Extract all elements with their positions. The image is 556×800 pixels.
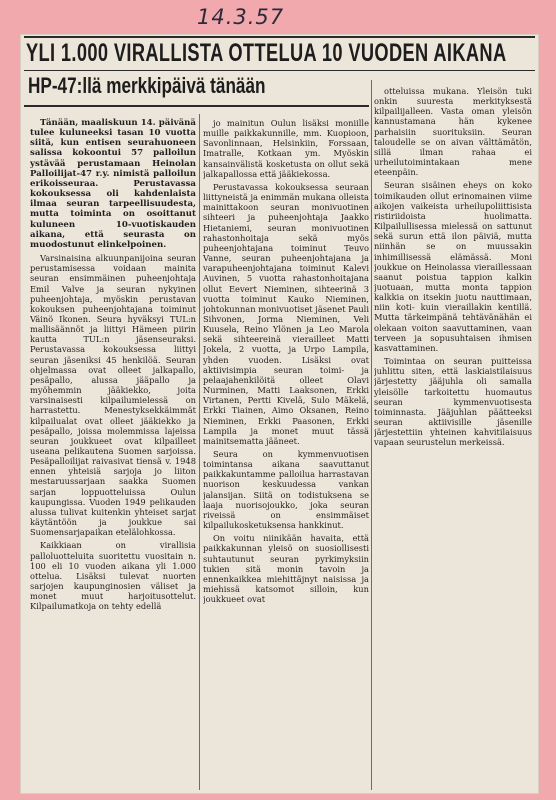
column-separator	[371, 80, 372, 790]
article-headline: YLI 1.000 VIRALLISTA OTTELUA 10 VUODEN AIKANA	[26, 39, 507, 67]
handwritten-date: 14.3.57	[197, 5, 285, 29]
article-paragraph: Varsinaisina alkuunpanijoina seuran perustamisessa voidaan mainita seuran ensimmäinen puheenjohtaja Emil Valve ja seuran nykyinen puheenjohtaja, myöskin perustavan kokouksen puheenjohtajana toiminut Väinö Ikonen. Seura hyväksyi TUL:n mallisäännöt ja liittyi Hämeen piirin kautta TUL:n jäsenseuraksi. Perustavassa kokouksessa liittyi seuran jäseniksi 45 henkilöä. Seuran ohjelmassa ovat olleet jalkapallo, pesäpallo, alussa jääpallo ja myöhemmin jääkiekko, joita varsinaisesti kilpailumielessä on harrastettu. Menestyksekkäimmät kilpailualat ovat olleet jääkiekko ja pesäpallo, joissa molemmissa lajeissa seuran joukkueet ovat kilpailleet useana pelikautena Suomen sarjoissa. Pesäpalloilijat raivasivat tiensä v. 1948 ennen yhteisiä sarjoja jo liiton mestaruussarjaan saakka Suomen sarjan loppuotteluissa Oulun kaupungissa. Vuoden 1949 pelikauden alussa tulivat kuitenkin yhteiset sarjat käytäntöön ja joukkue sai Suomensarjapaikan etelälohkossa.	[30, 253, 196, 538]
article-column-1	[30, 118, 196, 790]
article-paragraph: Seuran sisäinen eheys on koko toimikauden ollut erinomainen viime aikojen vaikeista urheilupoliittisista ristiriidoista huolimatta. Kilpailullisessa mielessä on sattunut sekä surun että ilon päiviä, mutta niinhän se on muussakin inhimillisessä elämässä. Moni joukkue on Heinolassa vieraillessaan saanut poistua tappion kalkin juotuaan, mutta monta tappion kalkkia on itsekin juotu nauttimaan, niin koti- kuin vieraillakin kentillä. Mutta tärkeimpänä tehtävänähän ei olekaan voiton saavuttaminen, vaan terveen ja sopusuhtaisen ihmisen kasvattaminen.	[374, 180, 532, 353]
article-paragraph: Tänään, maaliskuun 14. päivänä tulee kuluneeksi tasan 10 vuotta siitä, kun entisen seurahuoneen salissa kokoontui 57 palloilun ystävää perustamaan Heinolan Palloilijat-47 r.y. nimistä palloilun erikoisseuraa. Perustavassa kokouksessa oli kahdenlaista ilmaa seuran tarpeellisuudesta, mutta toiminta on osoittanut kuluneen 10-vuotiskauden aikana, että seurasta on muodostunut elinkelpoinen.	[30, 118, 196, 250]
subheadline-rule	[24, 105, 369, 107]
headline-bottom-rule	[24, 70, 535, 71]
article-column-2	[203, 118, 369, 790]
newspaper-clipping	[20, 34, 539, 794]
article-paragraph: otteluissa mukana. Yleisön tuki onkin suuresta merkityksestä kilpailijalleen. Vasta oman yleisön kannustamana hän kykenee parhaisiin suorituksiin. Seuran taloudelle se on aivan välttämätön, sillä ilman rahaa ei urheilutoimintakaan mene eteenpäin.	[374, 86, 532, 178]
column-separator	[199, 114, 200, 790]
article-paragraph: jo mainitun Oulun lisäksi moniille muille paikkakunnille, mm. Kuopioon, Savonlinnaan, Helsinkiin, Forssaan, Imatralle, Kotkaan ym. Myöskin kansainvälistä kosketusta on ollut sekä jalkapallossa että jääkiekossa.	[203, 118, 369, 179]
article-column-3	[374, 86, 532, 790]
article-paragraph: Seura on kymmenvuotisen toimintansa aikana saavuttanut paikkakuntamme palloilua harrastavan nuorison keskuudessa vankan jalansijan. Siitä on todistuksena se laaja nuorisojoukko, joka seuran riveissä on ensimmäiset kilpailukosketuksensa hankkinut.	[203, 449, 369, 531]
article-paragraph: On voitu niinikään havaita, että paikkakunnan yleisö on suosiollisesti suhtautunut seuran pyrkimyksiin tukien sitä monin tavoin ja ennenkaikkea miehittäjnyt naisissa ja miehissä katsomot silloin, kun joukkueet ovat	[203, 533, 369, 605]
headline-top-rule	[24, 36, 535, 38]
article-subheadline: HP-47:llä merkkipäivä tänään	[28, 73, 266, 98]
article-paragraph: Perustavassa kokouksessa seuraan liittyneistä ja enimmän mukana olleista mainittakoon seuran monivuotinen sihteeri ja puheenjohtaja Jaakko Hietaniemi, seuran monivuotinen rahastonhoitaja sekä myös puheenjohtajana toiminut Teuvo Vanne, seuran puheenjohtajana ja varapuheenjohtajana toiminut Kalevi Auvinen, 5 vuotta rahastonhoitajana ollut Eevert Nieminen, sihteerinä 3 vuotta toiminut Kauko Nieminen, johtokunnan monivuotiset jäsenet Pauli Sihvonen, Jorma Nieminen, Veli Kuusela, Reino Ylönen ja Leo Marola sekä sihteereinä vierailleet Matti Jokela, 2 vuotta, ja Urpo Lampila, yhden vuoden. Lisäksi ovat aktiivisimpia seuran toimi- ja pelaajahenkilöitä olleet Olavi Nurminen, Matti Laaksonen, Erkki Virtanen, Pertti Kivelä, Sulo Mäkelä, Erkki Tiainen, Aimo Oksanen, Reino Nieminen, Erkki Paasonen, Erkki Lampila ja monet muut tässä mainitsematta jääneet.	[203, 181, 369, 446]
article-paragraph: Toimintaa on seuran puitteissa juhlittu siten, että laskiaistilaisuus järjestetty jääjuhla oli samalla yleisölle tarkoitettu huomautus seuran kymmenvuotisesta toiminnasta. Jääjuhlan päätteeksi seuran aktiivisille jäsenille järjestettiin yhteinen kahvitilaisuus vapaan seurustelun merkeissä.	[374, 356, 532, 448]
article-paragraph: Kaikkiaan on virallisia palloluotteluita suoritettu vuositain n. 100 eli 10 vuoden aikana yli 1.000 ottelua. Lisäksi tulevat nuorten sarjojen kaupunginosien väliset ja monet muut harjoitusottelut. Kilpailumatkoja on tehty edellä	[30, 540, 196, 612]
